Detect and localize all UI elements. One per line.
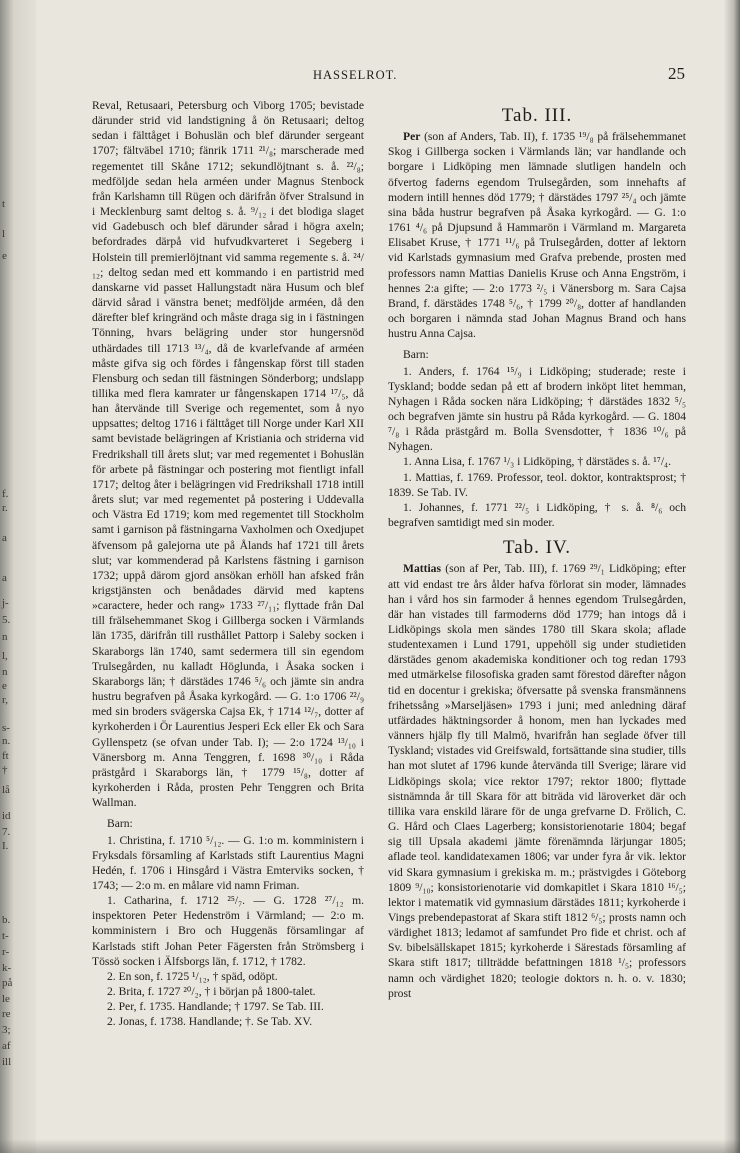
child-entry: 2. Jonas, f. 1738. Handlande; †. Se Tab. XV.	[107, 1015, 313, 1029]
child-entry: 1. Mattias, f. 1769. Professor, teol. doktor, kontraktsprost; † 1839. Se Tab. IV.	[388, 470, 686, 499]
child-entry: 1. Anders, f. 1764 ¹⁵/₉ i Lidköping; studerade; reste i Tyskland; bodde sedan på ett af brodern inköpt litet hemman, Nyhagen i Råda socken nära Lidköping; † därstädes 1832 ⁵/₅ och begrafven jämte sin hustru på Råda kyrkogård. — G. 1804 ⁷/₈ i Råda prästgård m. Bolla Svensdotter, † 1836 ¹⁰/₆ på Nyhagen.	[388, 364, 686, 454]
fragment: j-	[2, 597, 9, 609]
child-entry: 2. En son, f. 1725 ¹/₁₂, † späd, odöpt.	[107, 969, 278, 983]
fragment: på	[2, 977, 13, 989]
child-entry: 1. Catharina, f. 1712 ²⁵/₇. — G. 1728 ²⁷/₁₂ m. inspektoren Peter Hedenström i Värmland; — 2:o m. komministern i Bro och Huggenäs församlingar af Karlstads stift Johan Peter Fägersten från Strömsberg i Tössö socken i Älfsborgs län, f. 1712, † 1782.	[92, 894, 364, 968]
fragment: r-	[2, 946, 10, 958]
intro-paragraph: Reval, Retusaari, Petersburg och Viborg 1705; bevistade därunder strid vid landstigning å ön Retusaari; deltog sedan i fälttåget i Bohuslän och blef därunder sergeant 1707; fältväbel 1710; fänrik 1711 ²¹/₈; marscherade med regementet till Skåne 1712; sekundlöjtnant s. å. ²²/₈; medföljde sedan hela arméen under Magnus Stenbock från Karlshamn till Rügen och därifrån öfver Stralsund in i Mecklenburg samt deltog s. å. ⁹/₁₂ i det blodiga slaget vid Gadebusch och blef därunder sårad i högra axeln; befordrades därpå vid hufvudkvarteret i Segeberg i Holstein till premierlöjtnant vid samma regemente s. å. ²⁴/₁₂; deltog sedan med ett kommando i en partistrid med danskarne vid passet Hallungstadt nära Husum och blef därvid sårad i vänstra benet; medföljde arméen, då den därefter blef kringränd och måste draga sig in i fästningen Tönning, hvars belägring under stor hungersnöd uthärdades till 1713 ¹³/₄, då de kvarlefvande af arméen måste gifva sig och fördes i fångenskap först till staden Flensburg och sedan till fästningen Sönderborg; undslapp tillika med flera kamrater ur fångenskapen 1714 ¹⁷/₅, då han återvände till Sverige och regementet, som å nyo uppsattes; deltog 1716 i fälttåget till Norge under Karl XII samt bevistade belägringen af Kristiania och striderna vid Fredrikshall till årets slut; var med regementet i Bohuslän för arbete på fästningar och postering mot fientligt infall 1717; deltog åter i belägringen vid Fredrikshall 1718 intill årets slut; var med regementet på postering i Uddevalla och Västra Ed 1719; kom med regementet till Stockholm samt i garnison på fästningarna Vaxholmen och Oxedjupet äfvensom på galejorna ute på Ålands haf 1721 till årets slut; var kommenderad på Karlstens fästning i garnison 1732; uppå därom gjord ansökan erhöll han afsked från krigstjänsten och benådades därvid med kaptens »caractere, heder och rang» 1733 ²⁷/₁₁; flyttade från Dal till frälsehemmanet Skog i Gillberga socken i Värmlands län 1735, därifrån till rusthållet Pattorp i Saleby socken i Skaraborgs län 1740, samt sedermera till sin egendom Trulsegården, nu kalladt Höglunda, i Åsaka socken i Skaraborgs län; † därstädes 1746 ⁵/₆ och jämte sin andra hustru begrafven på Åsaka kyrkogård. — G. 1:o 1706 ²²/₉ med sin broders svägerska Cajsa Ek, † 1714 ¹²/₇, dotter af kyrkoherden i Ör Laurentius Jesperi Eck eller Ek och Sara Gyllenspetz (se ofvan under Tab. I); — 2:o 1724 ¹³/₁₀ i Vänersborg m. Anna Tenggren, f. 1698 ³⁰/₁₀ i Råda prästgård i Skaraborgs län, † 1779 ¹⁵/₈, dotter af kyrkoherden i Råda, prosten Pehr Tenggren och Brita Wallman.	[92, 99, 364, 810]
per-entry	[388, 129, 686, 341]
fragment: s-	[2, 722, 10, 734]
fragment: 7.	[2, 826, 11, 838]
child-entry: 2. Brita, f. 1727 ²⁰/₂, † i början på 1800-talet.	[107, 985, 316, 999]
fragment: id	[2, 810, 11, 822]
fragment: le	[2, 993, 10, 1005]
mattias-entry	[388, 561, 686, 1001]
fragment: 3;	[2, 1024, 11, 1036]
children-label: Barn:	[107, 817, 133, 831]
fragment: I.	[2, 840, 9, 852]
fragment: re	[2, 1008, 11, 1020]
page-number: 25	[668, 64, 685, 83]
fragment: n.	[2, 735, 11, 747]
fragment: lå	[2, 784, 10, 796]
fragment: a	[2, 572, 7, 584]
fragment: r,	[2, 694, 8, 706]
fragment: n	[2, 631, 8, 643]
child-entry: 1. Anna Lisa, f. 1767 ¹/₃ i Lidköping, † därstädes s. å. ¹⁷/₄.	[403, 455, 671, 469]
fragment: t	[2, 198, 6, 210]
child-entry: 2. Per, f. 1735. Handlande; † 1797. Se Tab. III.	[107, 1000, 324, 1014]
page-header	[95, 66, 685, 86]
per-text: (son af Anders, Tab. II), f. 1735 ¹⁹/₈ på frälsehemmanet Skog i Gillberga socken i Värmlands län; var handlande och borgare i Lidköping men lämnade slutligen handeln och öfvertog faderns egendom Trulsegården, som innehafts af modern intill hennes död 1779; † därstädes 1797 ²⁵/₄ och jämte sina båda hustrur begrafven på Åsaka kyrkogård. — G. 1:o 1761 ⁴/₆ på Djupsund å Hammarön i Värmland m. Margareta Elisabet Kruse, † 1771 ¹¹/₆ på Trulsegården, dotter af lektorn vid Karlstads gymnasium med Grafva prebende, prosten med professors namn Mattias Danielis Kruse och Anna Engström, i hennes 2:a gifte; — 2:o 1773 ²/₅ i Vänersborg m. Sara Cajsa Brand, f. därstädes 1748 ⁵/₆, † 1799 ²⁰/₈, dotter af handlanden och borgaren i nämnda stad Johan Magnus Brand och hans hustru Anna Cajsa.	[388, 130, 686, 341]
per-name: Per	[403, 130, 421, 144]
bottom-shadow	[0, 1139, 740, 1153]
fragment: af	[2, 1040, 11, 1052]
tab-iv-heading: Tab. IV.	[502, 537, 572, 559]
mattias-text: (son af Per, Tab. III), f. 1769 ²⁹/₁ Lidköping; efter att vid endast tre års ålder hafva förlorat sin moder, lämnades han i vård hos sin farmoder å hennes egendom Trulsegården, där han vistades till farmoderns död 1779; han intogs då i Lidköpings skola men sändes 1780 till Skara skola; aflade studentexamen i Lund 1791, uppehöll sig under studietiden därstädes genom akademiska konditioner och tog redan 1793 med utmärkelse filosofiska graden samt förestod därefter någon tid en docentur i grekiska; öfversatte på svenska fransmännens frihetssång »Marseljäsen» 1793 i juni; med anledning däraf utfärdades häktningsorder å honom, men han lyckades med vänners hjälp fly till Malmö, hvarifrån han seglade öfver till Tyskland; vistades vid Greifswald, fortsättande sina studier, tills han mot slutet af 1796 kunde återvända till Sverige; lärare vid Lidköpings skola; vice rektor 1797; rektor 1800; flyttade sistnämnda år till Skara för att biträda vid läroverket där och tillika vara enskild lärare för de unga grefvarne D. Frölich, C. G. Hård och Claes Lagerberg; konsistorienotarie 1804; begaf sig till Upsala akademi jämte förenämnda lärjungar 1805; aflade teol. kandidatexamen 1806; var under fyra år vik. lektor vid Skara gymnasium i grekiska m. m.; prästvigdes i Göteborg 1809 ⁹/₁₀; konsistorienotarie vid domkapitlet i Skara 1810 ¹⁶/₅; lektor i matematik vid gymnasium därstädes 1811; kyrkoherde i Vings prebendepastorat af Skara stift 1812 ⁶/₅; prosts namn och värdighet 1813; ledamot af samfundet Pro fide et christ. och af Sv. bibelsällskapet 1815; kyrkoherde i Särestads församling af Skara stift 1817; tillträdde befattningen 1818 ¹/₅; professors namn och värdighet 1820; teologie doktors n. h. o. v. 1830; prost	[388, 562, 686, 1000]
child-entry: 1. Christina, f. 1710 ⁵/₁₂. — G. 1:o m. komministern i Fryksdals församling af Karlstads stift Laurentius Magni Hedén, f. 1706 i Hinsgård i Västra Emterviks socken, † 1743; — 2:o m. en målare vid namn Friman.	[92, 833, 364, 892]
fragment: 5.	[2, 614, 11, 626]
fragment: n	[2, 666, 8, 678]
mattias-name: Mattias	[403, 562, 441, 576]
running-head: HASSELROT.	[313, 68, 398, 82]
tab-iii-heading: Tab. III.	[501, 105, 573, 126]
fragment: †	[2, 764, 8, 776]
book-spine-shadow	[724, 0, 740, 1153]
children-label: Barn:	[403, 348, 429, 362]
right-column	[388, 98, 686, 1001]
fragment: k-	[2, 962, 12, 974]
fragment: ill	[2, 1056, 12, 1068]
fragment: ft	[2, 750, 9, 762]
margin-fragments	[2, 0, 24, 1153]
fragment: b.	[2, 914, 11, 926]
child-entry: 1. Johannes, f. 1771 ²²/₅ i Lidköping, † s. å. ⁸/₆ och begrafven samtidigt med sin moder.	[388, 500, 686, 530]
fragment: l,	[2, 650, 8, 662]
fragment: t-	[2, 930, 9, 942]
fragment: l	[2, 228, 6, 240]
fragment: r.	[2, 502, 8, 514]
fragment: e	[2, 680, 7, 692]
left-column	[92, 98, 364, 1030]
fragment: e	[2, 250, 7, 262]
fragment: f.	[2, 488, 9, 500]
fragment: a	[2, 532, 7, 544]
